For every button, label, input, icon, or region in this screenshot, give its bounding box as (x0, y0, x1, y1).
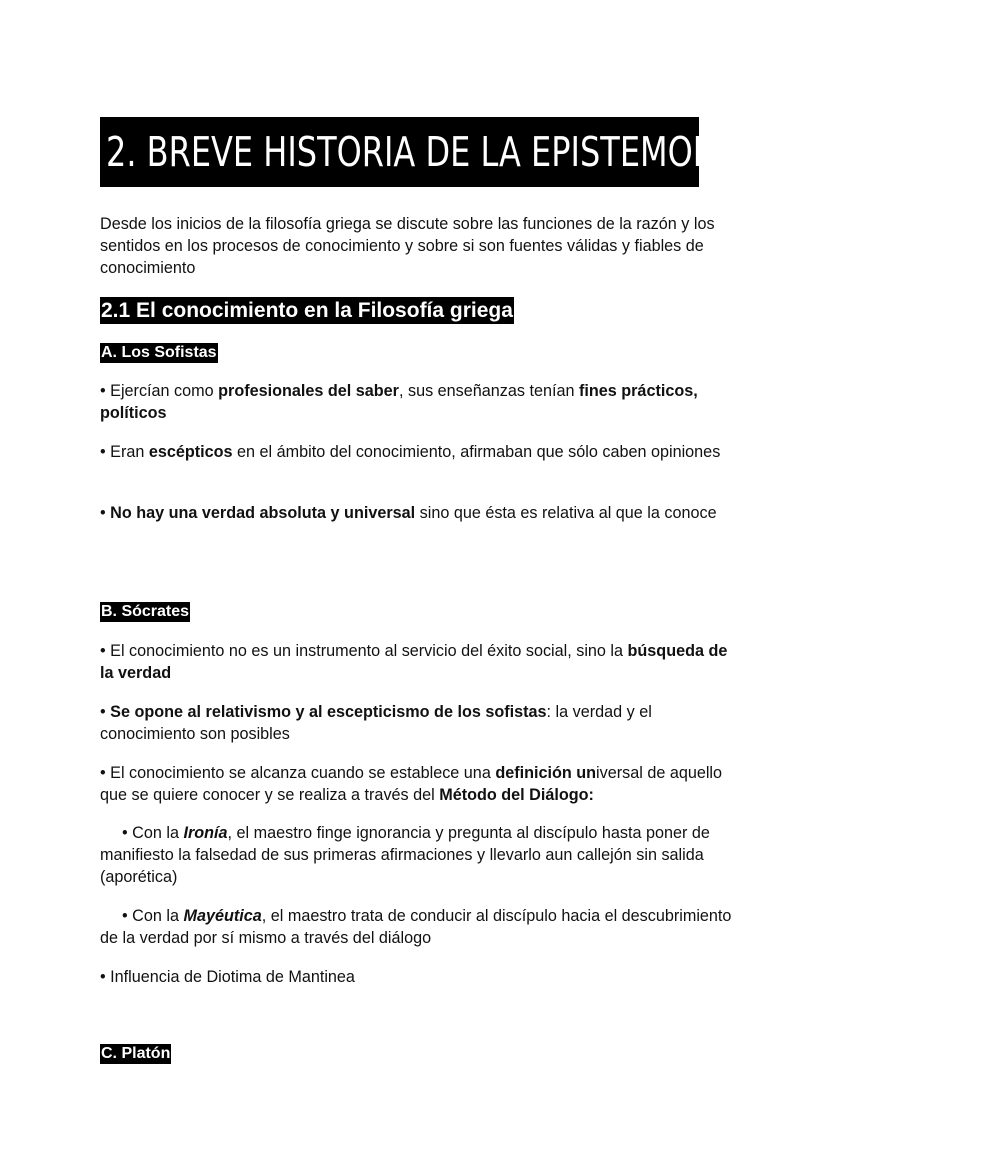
socrates-point-3: • El conocimiento se alcanza cuando se establece una definición universal de aquello que se quiere conocer y se realiza a través del Método del Diálogo: (100, 764, 723, 804)
subheading-sofistas: A. Los Sofistas (101, 344, 217, 361)
sofistas-point-1: • Ejercían como profesionales del saber, sus enseñanzas tenían fines prácticos, políticos (100, 382, 698, 422)
subheading-socrates: B. Sócrates (101, 603, 190, 620)
socrates-mayeutica: • Con la Mayéutica, el maestro trata de conducir al discípulo hacia el descubrimiento de la verdad por sí mismo a través del diálogo (100, 907, 732, 947)
intro-paragraph: Desde los inicios de la filosofía griega se discute sobre las funciones de la razón y los sentidos en los procesos de conocimiento y sobre si son fuentes válidas y fiables de conocimiento (100, 215, 715, 277)
socrates-ironia: • Con la Ironía, el maestro finge ignorancia y pregunta al discípulo hasta poner de manifiesto la falsedad de sus primeras afirmaciones y llevarlo aun callejón sin salida (aporética) (100, 824, 710, 886)
socrates-point-diotima: • Influencia de Diotima de Mantinea (100, 968, 355, 986)
sofistas-point-3: • No hay una verdad absoluta y universal sino que ésta es relativa al que la conoce (100, 504, 717, 522)
section-heading-2-1: 2.1 El conocimiento en la Filosofía griega (101, 299, 513, 322)
sofistas-point-2: • Eran escépticos en el ámbito del conocimiento, afirmaban que sólo caben opiniones (100, 443, 721, 461)
page-title-text: 2. BREVE HISTORIA DE LA EPISTEMOLOGÍA (106, 128, 791, 176)
socrates-point-2: • Se opone al relativismo y al escepticismo de los sofistas: la verdad y el conocimiento son posibles (100, 703, 652, 743)
subheading-platon: C. Platón (101, 1045, 171, 1062)
socrates-point-1: • El conocimiento no es un instrumento al servicio del éxito social, sino la búsqueda de la verdad (100, 642, 728, 682)
page-title (100, 117, 791, 187)
